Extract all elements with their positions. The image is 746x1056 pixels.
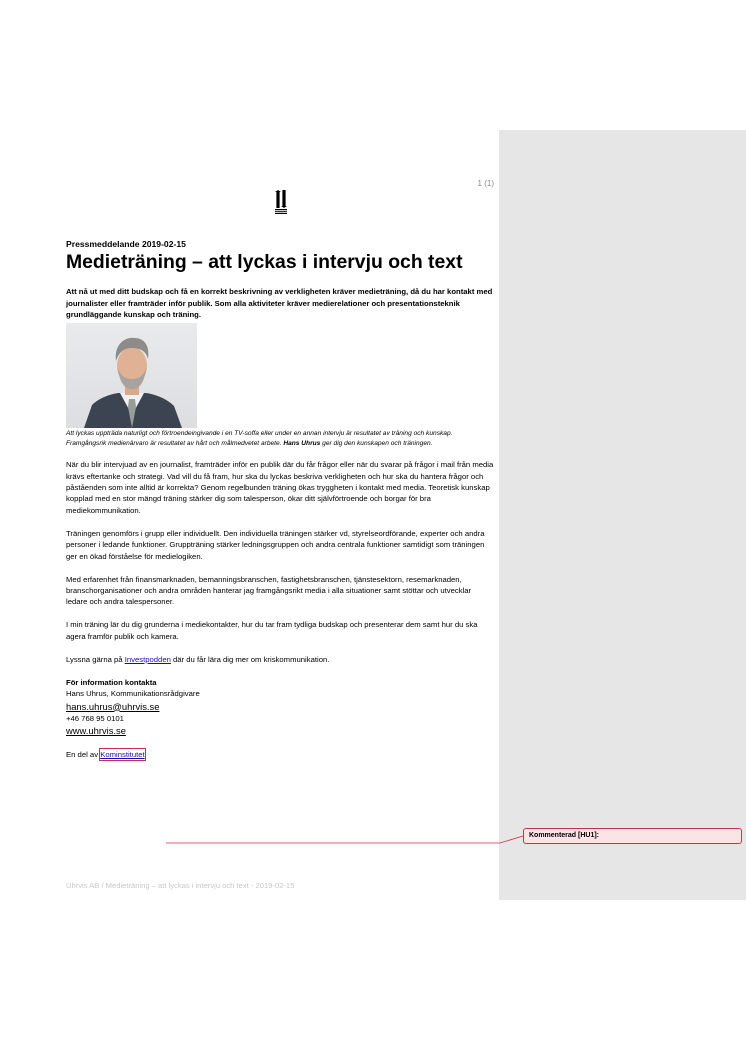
contact-block bbox=[66, 677, 494, 761]
investpodden-link[interactable]: Investpodden bbox=[124, 654, 171, 664]
body-paragraph-1: När du blir intervjuad av en journalist, framträder inför en publik där du får frågor eller när du svarar på frågor i mail från media krävs eftertanke och strategi. Vad vill du få fram, hur ska du lyckas beskriva verkligheten och hur ska du hantera frågor och påståenden som inte alltid är korrekta? Genom regelbunden träning ökas tryggheten i kontakt med media. Teoretisk kunskap kopplad med en stor mängd träning stärker dig som talesperson, ökar ditt självförtroende och borgar för bra mediekommunikation. bbox=[66, 460, 494, 515]
page-number: 1 (1) bbox=[477, 179, 494, 188]
listen-post-text: där du får lära dig mer om kriskommunikation. bbox=[170, 654, 330, 664]
part-of-line bbox=[66, 749, 494, 760]
contact-name: Hans Uhrus, Kommunikationsrådgivare bbox=[66, 689, 200, 699]
page-title: Medieträning – att lyckas i intervju och text bbox=[66, 251, 463, 273]
lead-paragraph: Att nå ut med ditt budskap och få en korrekt beskrivning av verkligheten kräver medieträning, då du har kontakt med journalister eller framträder inför publik. Som alla aktiviteter kräver medierelationer och presentationsteknik grundläggande kunskap och träning. bbox=[66, 287, 493, 319]
listen-paragraph bbox=[66, 654, 494, 665]
listen-pre-text: Lyssna gärna på bbox=[66, 654, 125, 664]
comment-sidebar bbox=[499, 130, 746, 900]
comment-label: Kommenterad [HU1]: bbox=[529, 832, 600, 839]
part-of-text: En del av bbox=[66, 749, 101, 759]
comment-balloon[interactable] bbox=[523, 828, 742, 844]
caption-text: Att lyckas uppträda naturligt och förtroendeingivande i en TV-soffa eller under en annan intervju är resultatet av träning och kunskap. Framgångsrik medienärvaro är resultatet av hårt och målmedvetet arbete. bbox=[66, 429, 453, 447]
portrait-photo bbox=[66, 323, 197, 428]
caption-name: Hans Uhrus bbox=[283, 439, 321, 447]
portrait-image-icon bbox=[66, 323, 197, 428]
document-body bbox=[66, 239, 494, 760]
uhrvis-logo-icon bbox=[272, 190, 290, 216]
contact-email-link[interactable]: hans.uhrus@uhrvis.se bbox=[66, 700, 160, 712]
body-paragraph-4: I min träning lär du dig grunderna i mediekontakter, hur du tar fram tydliga budskap och presenterar dem samt hur du ska agera framför publik och kamera. bbox=[66, 620, 478, 641]
press-release-date: Pressmeddelande 2019-02-15 bbox=[66, 239, 186, 249]
kominstitutet-link[interactable]: Kominstitutet bbox=[100, 749, 145, 759]
contact-heading: För information kontakta bbox=[66, 677, 157, 687]
caption-tail: ger dig den kunskapen och träningen. bbox=[320, 439, 433, 447]
contact-phone: +46 768 95 0101 bbox=[66, 714, 124, 724]
contact-website-link[interactable]: www.uhrvis.se bbox=[66, 725, 126, 737]
photo-caption bbox=[66, 429, 494, 450]
page-footer: Uhrvis AB / Medieträning – att lyckas i intervju och text - 2019-02-15 bbox=[66, 881, 295, 890]
body-paragraph-2: Träningen genomförs i grupp eller individuellt. Den individuella träningen stärker vd, styrelseordförande, experter och andra personer i ledande funktioner. Gruppträning stärker ledningsgruppen och andra centrala funktioner samtidigt som träningen ger en ökad förståelse för medielogiken. bbox=[66, 528, 485, 561]
body-paragraph-3: Med erfarenhet från finansmarknaden, bemanningsbranschen, fastighetsbranschen, tjänstesektorn, resemarknaden, branschorganisationer och andra områden hanterar jag framgångsrikt media i alla situationer samt stöttar och utvecklar ledare och andra talespersoner. bbox=[66, 574, 472, 607]
